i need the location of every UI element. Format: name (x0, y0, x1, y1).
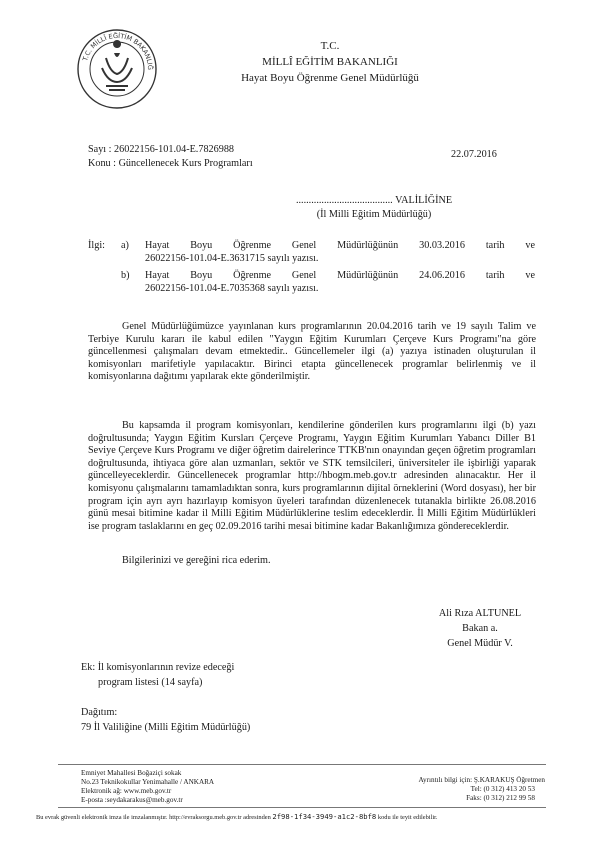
directorate-title: Hayat Boyu Öğrenme Genel Müdürlüğü (241, 72, 419, 84)
ministry-title: MİLLÎ EĞİTİM BAKANLIĞI (262, 56, 398, 68)
footer-contact: Ayrıntılı bilgi için: Ş.KARAKUŞ Öğretmen (418, 776, 545, 784)
attachment-label: Ek: İl komisyonlarının revize edeceği (81, 662, 235, 673)
ilgi-label: İlgi: (88, 240, 105, 251)
konu-line: Konu : Güncellenecek Kurs Programları (88, 158, 253, 169)
document-date: 22.07.2016 (451, 149, 497, 160)
verification-code: 2f98-1f34-3949-a1c2-8bf8 (272, 812, 377, 821)
footer-email: E-posta :seydakarakus@meb.gov.tr (81, 796, 183, 804)
footer-web: Elektronik ağ: www.meb.gov.tr (81, 787, 172, 795)
body-paragraph-2: Bu kapsamda il program komisyonları, kendilerine gönderilen kurs programlarını ilgi (b) yazı doğrultusunda; Yaygın Eğitim Kursları Çerçeve Programı, Yaygın Eğitim Kurumları Yabancı Diller B1 Seviye Çerçeve Kurs Programı ve diğer öğretim dairelerince TTKB'nın onayından geçen öğretim programları doğrultusunda, ihtiyaca göre alan uzmanları, sektör ve STK temsilcileri, üniversiteler ile işbirliği yaparak güncelleyeceklerdir. Güncellenecek programlar http://hbogm.meb.gov.tr adresinden alınacaktır. Her il komisyonu çalışmalarını tamamladıktan sonra, kurs programlarının dijital örneklerini (Word dosyası), her bir program için ayrı ayrı hazırlayıp komisyon üyeleri tarafından düzenlenecek tutanakla birlikte 26.08.2016 günü mesai bitimine kadar il Milli Eğitim Müdürlüklerine teslim edeceklerdir. İl Milli Eğitim Müdürlükleri ise program taslaklarını en geç 02.09.2016 tarihi mesai bitimine kadar Bakanlığımıza göndereceklerdir. (88, 420, 536, 532)
verification-prefix: Bu evrak güvenli elektronik imza ile imzalanmıştır. http://evraksorgu.meb.gov.tr adresinden (36, 814, 271, 821)
addressee-line: ...................................... VALİLİĞİNE (295, 195, 453, 206)
footer-address-1: Emniyet Mahallesi Boğaziçi sokak (81, 769, 182, 777)
signer-name: Ali Rıza ALTUNEL (438, 608, 522, 619)
distribution-label: Dağıtım: (81, 707, 118, 718)
attachment-line-2: program listesi (14 sayfa) (98, 677, 203, 688)
ilgi-a-label: a) (121, 240, 129, 251)
footer-fax: Faks: (0 312) 212 99 58 (466, 794, 535, 802)
ministry-seal-logo (76, 28, 158, 110)
ilgi-b-label: b) (121, 270, 130, 281)
body-paragraph-3: Bilgilerinizi ve gereğini rica ederim. (122, 555, 271, 566)
verification-line (36, 812, 576, 822)
sayi-line: Sayı : 26022156-101.04-E.7826988 (88, 144, 235, 155)
ilgi-a-text-2: 26022156-101.04-E.3631715 sayılı yazısı. (145, 253, 319, 264)
body-paragraph-1: Genel Müdürlüğümüzce yayınlanan kurs programlarının 20.04.2016 tarih ve 19 sayılı Talim ve Terbiye Kurulu kararı ile kabul edilen "Yaygın Eğitim Kurumları Çerçeve Kurs Programı"na göre güncellenmesi çalışmaları devam etmektedir.. Güncellemeler ilgi (a) yazıya istinaden oluşturulan il komisyonları marifetiyle yapılacaktır. Birinci etapta güncellenecek programlar belirlenmiş ve il komisyonlarına dağıtımı yapılarak ekte gönderilmiştir. (88, 321, 536, 383)
footer-address-2: No.23 Teknikokullar Yenimahalle / ANKARA (81, 778, 215, 786)
signer-role-2: Genel Müdür V. (447, 638, 513, 649)
ilgi-b-text: Hayat Boyu Öğrenme Genel Müdürlüğünün 24.06.2016 tarih ve (145, 270, 535, 281)
ilgi-a-text: Hayat Boyu Öğrenme Genel Müdürlüğünün 30.03.2016 tarih ve (145, 240, 535, 251)
footer-tel: Tel: (0 312) 413 20 53 (470, 785, 535, 793)
signer-role-1: Bakan a. (462, 623, 498, 634)
distribution-line: 79 İl Valiliğine (Milli Eğitim Müdürlüğü) (81, 722, 251, 733)
verification-suffix: kodu ile teyit edilebilir. (377, 814, 438, 821)
header-tc: T.C. (320, 40, 340, 52)
ilgi-b-text-2: 26022156-101.04-E.7035368 sayılı yazısı. (145, 283, 319, 294)
footer-divider-2 (58, 807, 546, 808)
seal-text: T.C. MİLLÎ EĞİTİM BAKANLIĞ (81, 31, 155, 71)
footer-divider (58, 764, 546, 765)
addressee-subline: (İl Milli Eğitim Müdürlüğü) (316, 209, 432, 220)
